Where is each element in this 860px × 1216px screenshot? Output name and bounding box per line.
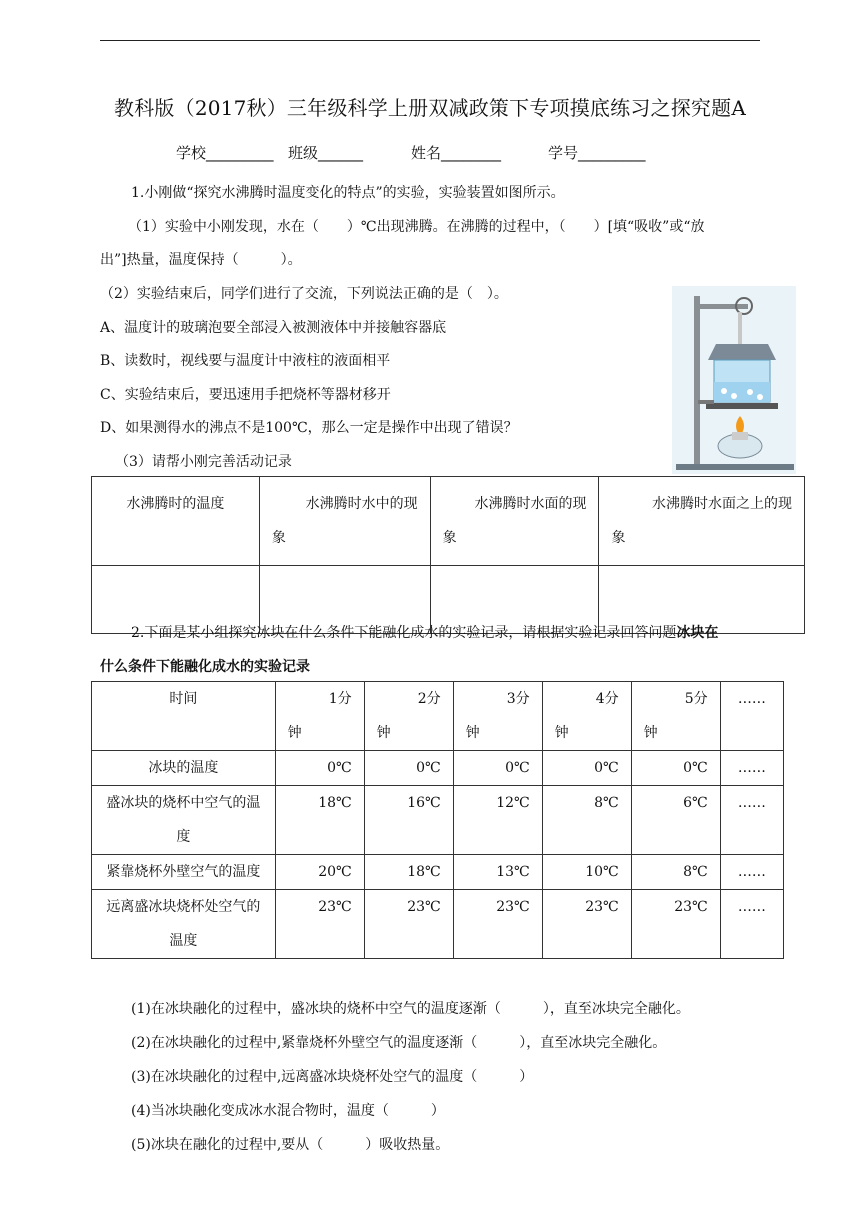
table-cell: …… bbox=[720, 855, 783, 890]
time-4-line1: 4分 bbox=[595, 691, 619, 707]
row-label bbox=[92, 786, 276, 855]
table-cell: 0℃ bbox=[275, 751, 364, 786]
q1-part3: （3）请帮小刚完善活动记录 bbox=[115, 454, 292, 470]
table-row bbox=[92, 477, 805, 566]
table-cell bbox=[720, 682, 783, 751]
row-label-text: 紧靠烧杯外壁空气的温度 bbox=[106, 864, 261, 880]
table-row bbox=[92, 682, 784, 751]
header-time bbox=[92, 682, 276, 751]
row-label bbox=[92, 855, 276, 890]
q2-sub4: (4)当冰块融化变成冰水混合物时，温度（ ） bbox=[131, 1103, 445, 1119]
header-in-water-line2: 象 bbox=[271, 530, 286, 546]
q2-sub5: (5)冰块在融化的过程中,要从（ ）吸收热量。 bbox=[131, 1137, 450, 1153]
class-field: 班级______ bbox=[288, 144, 364, 162]
q2-sub3: (3)在冰块融化的过程中,远离盛冰块烧杯处空气的温度（ ） bbox=[131, 1069, 534, 1085]
page-title: 教科版（2017秋）三年级科学上册双减政策下专项摸底练习之探究题A bbox=[114, 96, 746, 120]
row-label-line1: 盛冰块的烧杯中空气的温 bbox=[106, 795, 261, 811]
table-cell: 20℃ bbox=[275, 855, 364, 890]
number-field: 学号_________ bbox=[548, 144, 646, 162]
time-3-line2: 钟 bbox=[465, 725, 480, 741]
name-field: 姓名________ bbox=[411, 144, 502, 162]
table-cell bbox=[430, 477, 599, 566]
table-cell: 8℃ bbox=[542, 786, 631, 855]
school-field: 学校_________ bbox=[176, 144, 274, 162]
header-in-water-line1: 水沸腾时水中的现 bbox=[305, 496, 418, 512]
q2-sub1: (1)在冰块融化的过程中，盛冰块的烧杯中空气的温度逐渐（ ），直至冰块完全融化。 bbox=[131, 1001, 690, 1017]
q2-stem bbox=[131, 622, 718, 642]
table-cell: 23℃ bbox=[364, 890, 453, 959]
q2-table-title: 什么条件下能融化成水的实验记录 bbox=[100, 659, 310, 675]
q1-part1-line2: 出”]热量，温度保持（ ）。 bbox=[100, 252, 302, 268]
table-row bbox=[92, 855, 784, 890]
table-cell: 23℃ bbox=[542, 890, 631, 959]
table-cell bbox=[542, 682, 631, 751]
time-5-line2: 钟 bbox=[643, 725, 658, 741]
header-above-surface-line1: 水沸腾时水面之上的现 bbox=[652, 496, 792, 512]
q2-stem-bold-start: 冰块在 bbox=[676, 625, 719, 641]
table-cell: …… bbox=[720, 890, 783, 959]
table-cell: 13℃ bbox=[453, 855, 542, 890]
table-cell bbox=[453, 682, 542, 751]
time-1-line2: 钟 bbox=[287, 725, 302, 741]
q1-record-table bbox=[91, 476, 805, 634]
time-1-line1: 1分 bbox=[328, 691, 352, 707]
q1-part1-line1: （1）实验中小刚发现，水在（ ）℃出现沸腾。在沸腾的过程中，（ ）[填“吸收”或“放 bbox=[128, 219, 705, 235]
table-cell: 10℃ bbox=[542, 855, 631, 890]
table-cell: 0℃ bbox=[542, 751, 631, 786]
row-label-line1: 远离盛冰块烧杯处空气的 bbox=[106, 899, 261, 915]
row-label-line2: 度 bbox=[176, 829, 191, 845]
table-cell: 6℃ bbox=[631, 786, 720, 855]
table-cell bbox=[364, 682, 453, 751]
table-cell: 16℃ bbox=[364, 786, 453, 855]
time-3-line1: 3分 bbox=[506, 691, 530, 707]
q1-option-d: D、如果测得水的沸点不是100℃，那么一定是操作中出现了错误？ bbox=[100, 420, 518, 436]
table-cell bbox=[275, 682, 364, 751]
table-cell: 0℃ bbox=[453, 751, 542, 786]
q1-option-a: A、温度计的玻璃泡要全部浸入被测液体中并接触容器底 bbox=[100, 320, 447, 336]
time-4-line2: 钟 bbox=[554, 725, 569, 741]
table-cell bbox=[259, 477, 430, 566]
more-dots: …… bbox=[737, 691, 766, 707]
time-2-line1: 2分 bbox=[417, 691, 441, 707]
header-above-surface-line2: 象 bbox=[611, 530, 626, 546]
table-cell: …… bbox=[720, 786, 783, 855]
row-label-text: 冰块的温度 bbox=[148, 760, 219, 776]
q2-stem-text: 2.下面是某小组探究冰块在什么条件下能融化成水的实验记录，请根据实验记录回答问题 bbox=[131, 625, 677, 641]
header-water-surface-line2: 象 bbox=[442, 530, 457, 546]
q1-option-c: C、实验结束后，要迅速用手把烧杯等器材移开 bbox=[100, 387, 391, 403]
boiling-water-apparatus-illustration bbox=[672, 286, 796, 474]
table-row bbox=[92, 751, 784, 786]
row-label bbox=[92, 890, 276, 959]
q1-stem: 1.小刚做“探究水沸腾时温度变化的特点”的实验，实验装置如图所示。 bbox=[131, 185, 565, 201]
table-cell: 0℃ bbox=[631, 751, 720, 786]
header-water-surface-line1: 水沸腾时水面的现 bbox=[474, 496, 587, 512]
q2-sub2: (2)在冰块融化的过程中,紧靠烧杯外壁空气的温度逐渐（ ），直至冰块完全融化。 bbox=[131, 1035, 667, 1051]
table-cell bbox=[631, 682, 720, 751]
table-cell: 23℃ bbox=[275, 890, 364, 959]
table-cell: 18℃ bbox=[275, 786, 364, 855]
row-label-line2: 温度 bbox=[169, 933, 198, 949]
table-cell bbox=[92, 477, 260, 566]
table-cell: 0℃ bbox=[364, 751, 453, 786]
header-boiling-temperature: 水沸腾时的温度 bbox=[126, 496, 225, 512]
q1-part2: （2）实验结束后，同学们进行了交流，下列说法正确的是（ ）。 bbox=[100, 286, 508, 302]
table-cell: 18℃ bbox=[364, 855, 453, 890]
table-cell: 23℃ bbox=[453, 890, 542, 959]
time-2-line2: 钟 bbox=[376, 725, 391, 741]
q1-option-b: B、读数时，视线要与温度计中液柱的液面相平 bbox=[100, 353, 391, 369]
q2-record-table bbox=[91, 681, 784, 959]
header-time-label: 时间 bbox=[169, 691, 198, 707]
table-cell: 23℃ bbox=[631, 890, 720, 959]
table-row bbox=[92, 786, 784, 855]
table-row bbox=[92, 890, 784, 959]
top-rule bbox=[100, 40, 760, 41]
table-cell: 12℃ bbox=[453, 786, 542, 855]
table-cell: 8℃ bbox=[631, 855, 720, 890]
table-cell bbox=[599, 477, 805, 566]
row-label bbox=[92, 751, 276, 786]
table-cell: …… bbox=[720, 751, 783, 786]
time-5-line1: 5分 bbox=[684, 691, 708, 707]
